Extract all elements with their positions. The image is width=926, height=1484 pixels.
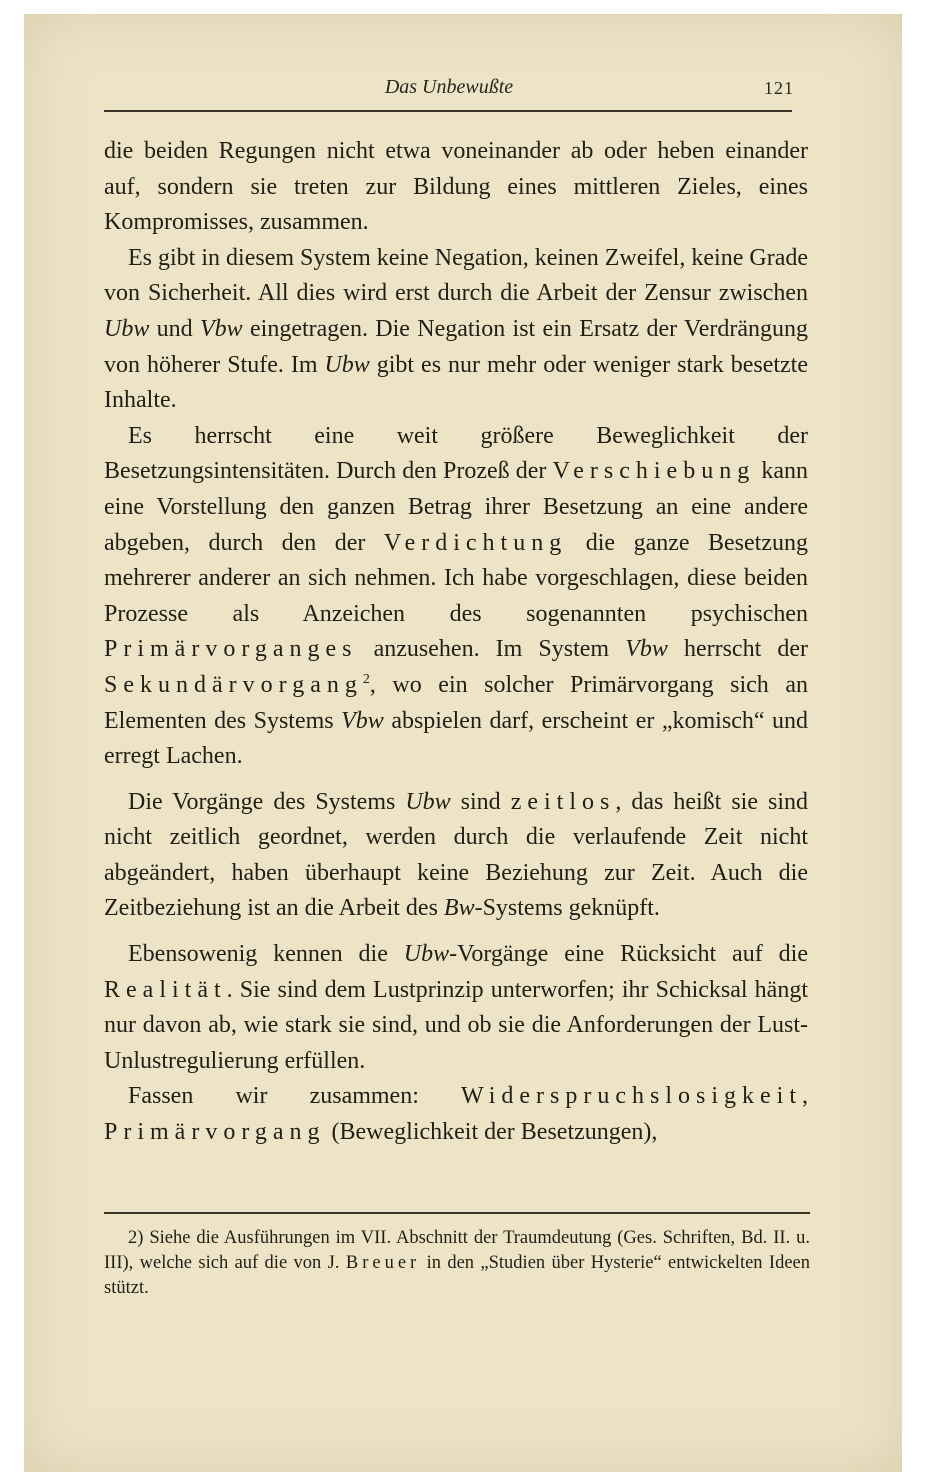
term-vbw: Vbw <box>625 636 668 663</box>
spaced-term-realitaet: Realität <box>104 976 227 1003</box>
text-run: (Beweglichkeit der Besetzungen), <box>325 1119 658 1146</box>
header-rule <box>104 110 792 112</box>
spaced-term-verdichtung: Verdichtung <box>383 529 568 556</box>
term-ubw: Ubw <box>405 788 451 815</box>
page-header <box>104 76 794 106</box>
spaced-term-primaervorganges: Primärvorganges <box>104 636 358 663</box>
spaced-term-primaervorgang: Primärvorgang <box>104 1119 326 1146</box>
term-ubw: Ubw <box>104 315 150 342</box>
spaced-term-widerspruchslosigkeit: Widerspruchslosigkeit <box>461 1083 802 1110</box>
footnote-text <box>104 1226 810 1301</box>
footnote-rule <box>104 1212 810 1214</box>
footnote-marker: 2) <box>128 1228 144 1248</box>
text-run: Ebensowenig kennen die <box>128 941 404 968</box>
text-run: und <box>149 315 200 342</box>
text-run: abspielen darf, erscheint er „komisch“ und erregt Lachen. <box>104 707 808 770</box>
running-title: Das Unbewußte <box>384 76 514 98</box>
body-text <box>104 134 808 1151</box>
text-run: herrscht der <box>667 636 808 663</box>
text-run: Siehe die Ausführungen im VII. Abschnitt der Traumdeutung (Ges. Schriften, Bd. II. u. III), welche sich auf die von J. <box>104 1228 810 1273</box>
text-run: , das heißt sie sind nicht zeitlich geordnet, werden durch die verlaufende Zeit nicht abgeändert, haben überhaupt keine Beziehung zur Zeit. Auch die Zeitbeziehung ist an die Arbeit des <box>104 788 808 922</box>
text-run: gibt es nur mehr oder weniger stark besetzte Inhalte. <box>104 351 808 414</box>
text-run: Es gibt in diesem System keine Negation, keinen Zweifel, keine Grade von Sicherheit. All dies wird erst durch die Arbeit der Zensur zwischen <box>104 244 808 307</box>
text-run: in den „Studien über Hysterie“ entwickelten Ideen stützt. <box>104 1253 810 1298</box>
spaced-term-verschiebung: Verschiebung <box>552 458 756 485</box>
term-vbw: Vbw <box>341 707 384 734</box>
text-run: anzusehen. Im System <box>357 636 626 663</box>
text-run: sind <box>450 788 511 815</box>
term-ubw: Ubw <box>324 351 370 378</box>
page-number: 121 <box>764 78 794 98</box>
paragraph-1-text: die beiden Regungen nicht etwa voneinander ab oder heben einander auf, sondern sie treten zur Bildung eines mittleren Zieles, eines Kompromisses, zusammen. <box>104 138 808 236</box>
text-run: eingetragen. Die Negation ist ein Ersatz der Verdrängung von höherer Stufe. Im <box>104 315 808 378</box>
spaced-term-sekundaervorgang: Sekundärvorgang <box>104 671 363 698</box>
term-ubw: Ubw <box>403 941 450 968</box>
text-run: -Vorgänge eine Rücksicht auf die <box>449 941 808 968</box>
paragraph-1 <box>104 134 808 241</box>
text-run: , wo ein solcher Primärvorgang sich an Elementen des Systems <box>104 671 808 734</box>
text-run: . Sie sind dem Lustprinzip unterworfen; ihr Schicksal hängt nur davon ab, wie stark sie sind, und ob sie die Anforderungen der Lust-Unlustregulierung erfüllen. <box>104 976 808 1074</box>
paragraph-2 <box>104 241 808 419</box>
spaced-term-breuer: Breuer <box>345 1253 421 1273</box>
text-run: -Systems geknüpft. <box>474 895 660 922</box>
text-run: Die Vorgänge des Systems <box>128 788 406 815</box>
text-run: die ganze Besetzung mehrerer anderer an sich nehmen. Ich habe vorgeschlagen, diese beiden Prozesse als Anzeichen des sogenannten psychischen <box>104 529 808 627</box>
paragraph-6 <box>104 1079 808 1150</box>
paragraph-5 <box>104 937 808 1079</box>
term-vbw: Vbw <box>200 315 243 342</box>
text-run: , <box>802 1083 808 1110</box>
text-run: Es herrscht eine weit größere Beweglichkeit der Besetzungsintensitäten. Durch den Prozeß der <box>104 422 808 485</box>
text-run: Fassen wir zusammen: <box>128 1083 461 1110</box>
paragraph-4 <box>104 785 808 927</box>
text-run: kann eine Vorstellung den ganzen Betrag ihrer Besetzung an eine andere abgeben, durch den der <box>104 458 808 556</box>
spaced-term-zeitlos: zeitlos <box>510 788 616 815</box>
term-bw: Bw <box>443 895 475 922</box>
footnote-reference: 2 <box>362 671 370 687</box>
paragraph-3 <box>104 419 808 775</box>
footnote <box>104 1226 810 1301</box>
